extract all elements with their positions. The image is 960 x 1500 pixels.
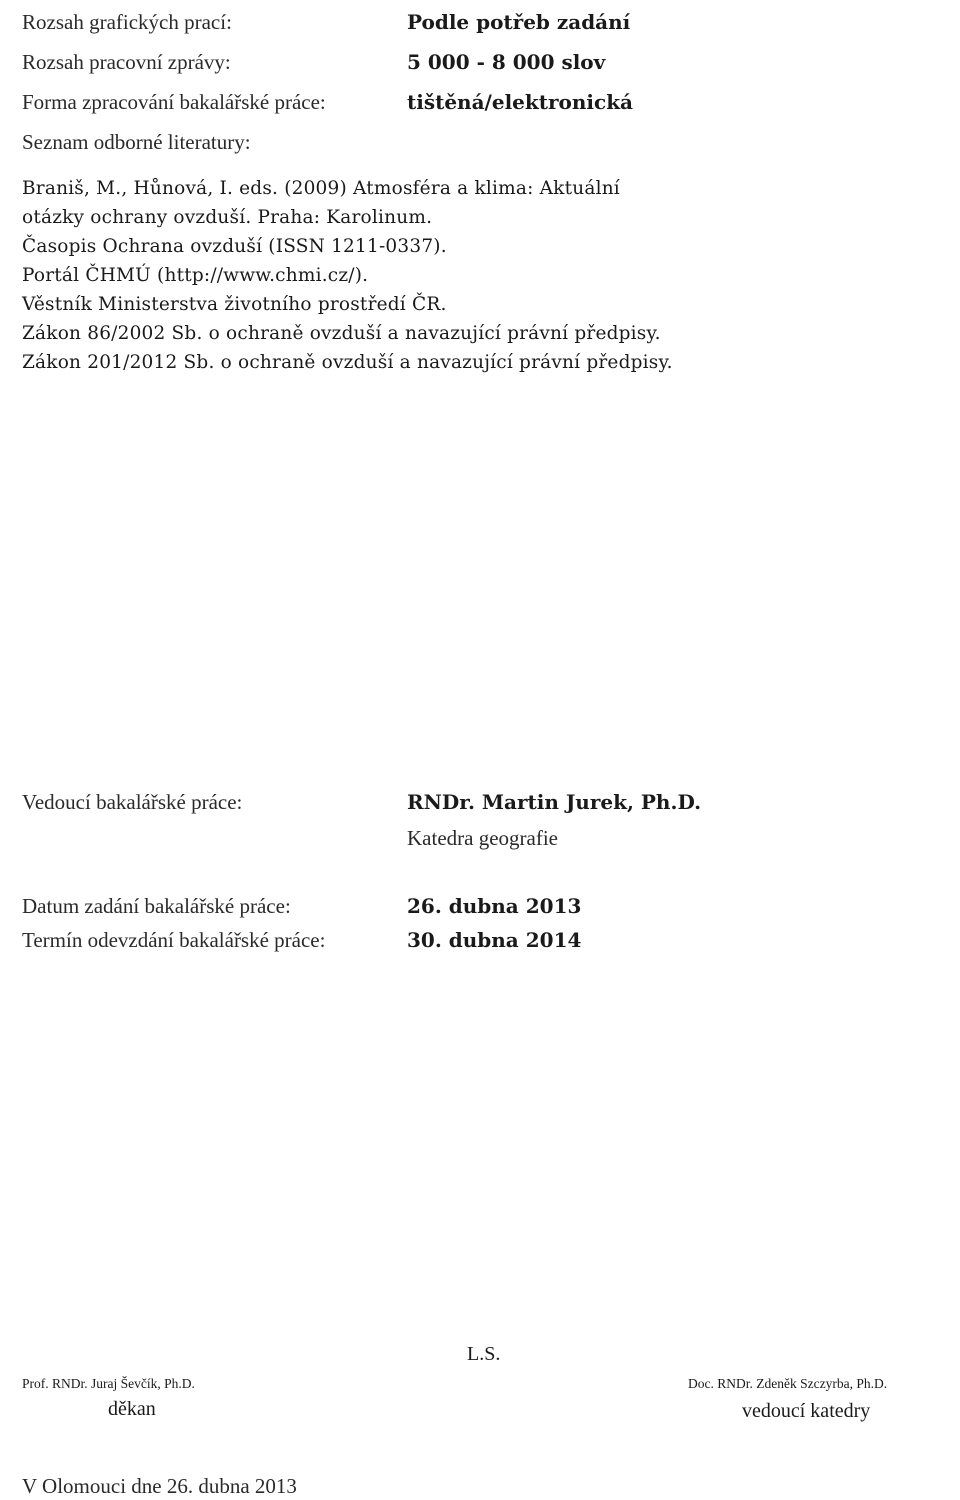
- supervisor-department: Katedra geografie: [407, 826, 558, 850]
- deadline-label: Termín odevzdání bakalářské práce:: [22, 928, 326, 952]
- literature-item: Zákon 86/2002 Sb. o ochraně ovzduší a navazující právní předpisy.: [22, 323, 661, 344]
- report-scope-label: Rozsah pracovní zprávy:: [22, 50, 231, 74]
- literature-item: Zákon 201/2012 Sb. o ochraně ovzduší a navazující právní předpisy.: [22, 352, 673, 373]
- place-and-date: V Olomouci dne 26. dubna 2013: [22, 1474, 297, 1498]
- graphics-scope-value: Podle potřeb zadání: [407, 10, 631, 34]
- supervisor-name: RNDr. Martin Jurek, Ph.D.: [407, 790, 702, 814]
- head-name: Doc. RNDr. Zdeněk Szczyrba, Ph.D.: [688, 1376, 888, 1391]
- report-scope-value: 5 000 - 8 000 slov: [407, 50, 606, 74]
- graphics-scope-label: Rozsah grafických prací:: [22, 10, 232, 34]
- head-title: vedoucí katedry: [742, 1400, 871, 1422]
- literature-item: otázky ochrany ovzduší. Praha: Karolinum.: [22, 207, 433, 228]
- thesis-form-label: Forma zpracování bakalářské práce:: [22, 90, 326, 114]
- thesis-form-value: tištěná/elektronická: [407, 90, 634, 114]
- dean-name: Prof. RNDr. Juraj Ševčík, Ph.D.: [22, 1376, 195, 1391]
- deadline-value: 30. dubna 2014: [407, 928, 582, 952]
- literature-item: Časopis Ochrana ovzduší (ISSN 1211-0337).: [22, 236, 447, 257]
- assignment-date-label: Datum zadání bakalářské práce:: [22, 894, 291, 918]
- literature-item: Braniš, M., Hůnová, I. eds. (2009) Atmosféra a klima: Aktuální: [22, 178, 620, 199]
- seal-mark: L.S.: [467, 1343, 501, 1365]
- literature-item: Věstník Ministerstva životního prostředí ČR.: [22, 294, 447, 315]
- assignment-date-value: 26. dubna 2013: [407, 894, 582, 918]
- supervisor-label: Vedoucí bakalářské práce:: [22, 790, 243, 814]
- literature-item: Portál ČHMÚ (http://www.chmi.cz/).: [22, 265, 369, 286]
- literature-label: Seznam odborné literatury:: [22, 130, 251, 154]
- dean-title: děkan: [108, 1398, 156, 1420]
